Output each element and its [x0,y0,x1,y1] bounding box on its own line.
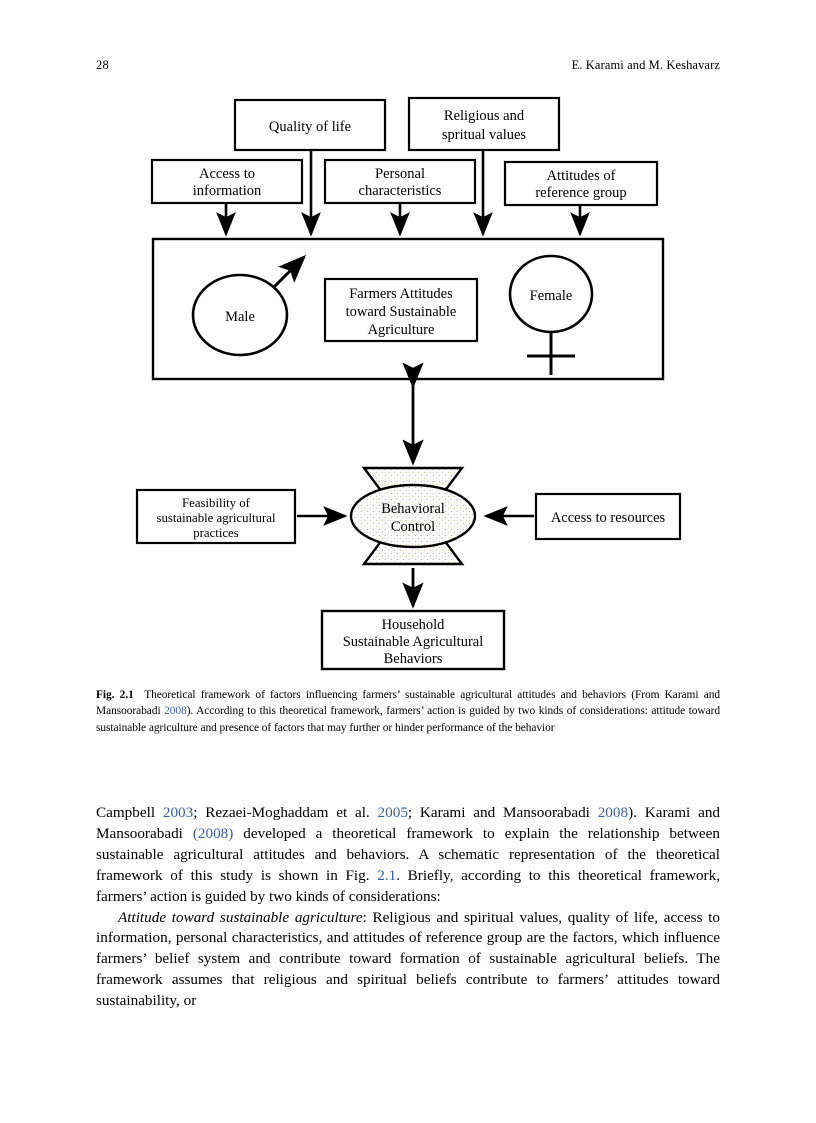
node-female-label: Female [529,288,573,304]
node-personal-characteristics [325,160,475,203]
node-household-line3: Behaviors [383,651,443,667]
figure-caption-citation-link[interactable]: 2008 [164,705,187,718]
node-religious-values-line2: spritual values [441,127,527,143]
node-personal-characteristics-line2: characteristics [358,183,442,199]
node-farmers-attitudes-line3: Agriculture [367,322,435,338]
figure-2-1 [96,90,720,685]
p1-citation-campbell[interactable]: 2003 [162,804,194,821]
node-farmers-attitudes-line2: toward Sustainable [345,304,457,320]
p1-citation-rezaei[interactable]: 2005 [377,804,408,821]
node-access-information [152,160,302,203]
p1-text-1: Campbell [96,804,163,821]
p1-citation-karami-2[interactable]: (2008) [192,824,234,842]
node-access-information-line2: information [192,183,262,199]
node-attitudes-reference-group-line2: reference group [535,185,627,201]
p1-text-5: developed a theoretical framework to explain the relationship between sustainable agricultural attitudes and behaviors. A schematic representation of the theoretical framework of this study is shown in Fig. [96,824,720,884]
figure-caption-sep [134,689,144,701]
p2-term-emphasis: Attitude toward sustainable agriculture [118,908,363,926]
running-head-authors: E. Karami and M. Keshavarz [571,58,720,72]
figure-caption-label: Fig. 2.1 [96,689,134,701]
node-feasibility-line3: practices [193,526,239,540]
node-attitudes-reference-group [505,162,657,205]
node-attitudes-reference-group-line1: Attitudes of [546,168,616,184]
page-number: 28 [96,58,109,72]
p1-citation-karami-1[interactable]: 2008 [597,804,629,821]
node-quality-of-life-label: Quality of life [268,119,352,135]
node-quality-of-life [235,100,385,150]
node-household-behaviors [322,611,504,669]
node-access-resources-label: Access to resources [550,510,666,526]
node-religious-values [409,98,559,150]
node-access-information-line1: Access to [199,166,255,182]
node-behavioral-control-line2: Control [390,519,436,535]
body-text [96,803,720,1012]
node-farmers-attitudes [325,279,477,341]
node-behavioral-control [351,468,475,564]
body-paragraph-1 [96,803,720,908]
p1-figure-ref[interactable]: 2.1 [377,866,397,884]
node-farmers-attitudes-line1: Farmers Attitudes [349,286,453,302]
figure-caption [96,687,720,736]
node-religious-values-line1: Religious and [443,108,525,124]
node-household-line1: Household [381,617,445,633]
figure-caption-text-1: Theoretical framework of factors influencing farmers’ sustainable agricultural attitudes and behaviors (From Karami and Mansoorabadi [96,689,720,718]
p2-text: : Religious and spiritual values, quality of life, access to information, personal characteristics, and attitudes of reference group are the factors, which influence farmers’ belief system and contribute toward formation of sustainable agricultural beliefs. The framework assumes that religious and spiritual beliefs contribute to farmers’ attitudes toward sustainability, or [96,908,720,1010]
node-household-line2: Sustainable Agricultural [342,634,484,650]
p1-text-2: ; Rezaei-Moghaddam et al. [193,804,378,821]
node-behavioral-control-line1: Behavioral [381,501,445,517]
node-personal-characteristics-line1: Personal [375,166,425,182]
node-male-label: Male [225,309,255,325]
node-feasibility [137,490,295,543]
node-feasibility-line2: sustainable agricultural [156,511,276,525]
node-access-resources [536,494,680,539]
p1-text-3: ; Karami and Mansoorabadi [407,804,598,821]
p1-text-6: . Briefly, according to this theoretical framework, farmers’ action is guided by two kinds of considerations: [96,866,721,905]
p1-text-4: ). Karami and Mansoorabadi [96,804,721,842]
body-paragraph-2 [96,908,720,1013]
node-feasibility-line1: Feasibility of [182,496,250,510]
figure-caption-text-2: ). According to this theoretical framework, farmers’ action is guided by two kinds of considerations: attitude toward sustainable agriculture and presence of factors that may further or hinder performance of the behavior [96,705,720,734]
running-head [96,56,720,74]
